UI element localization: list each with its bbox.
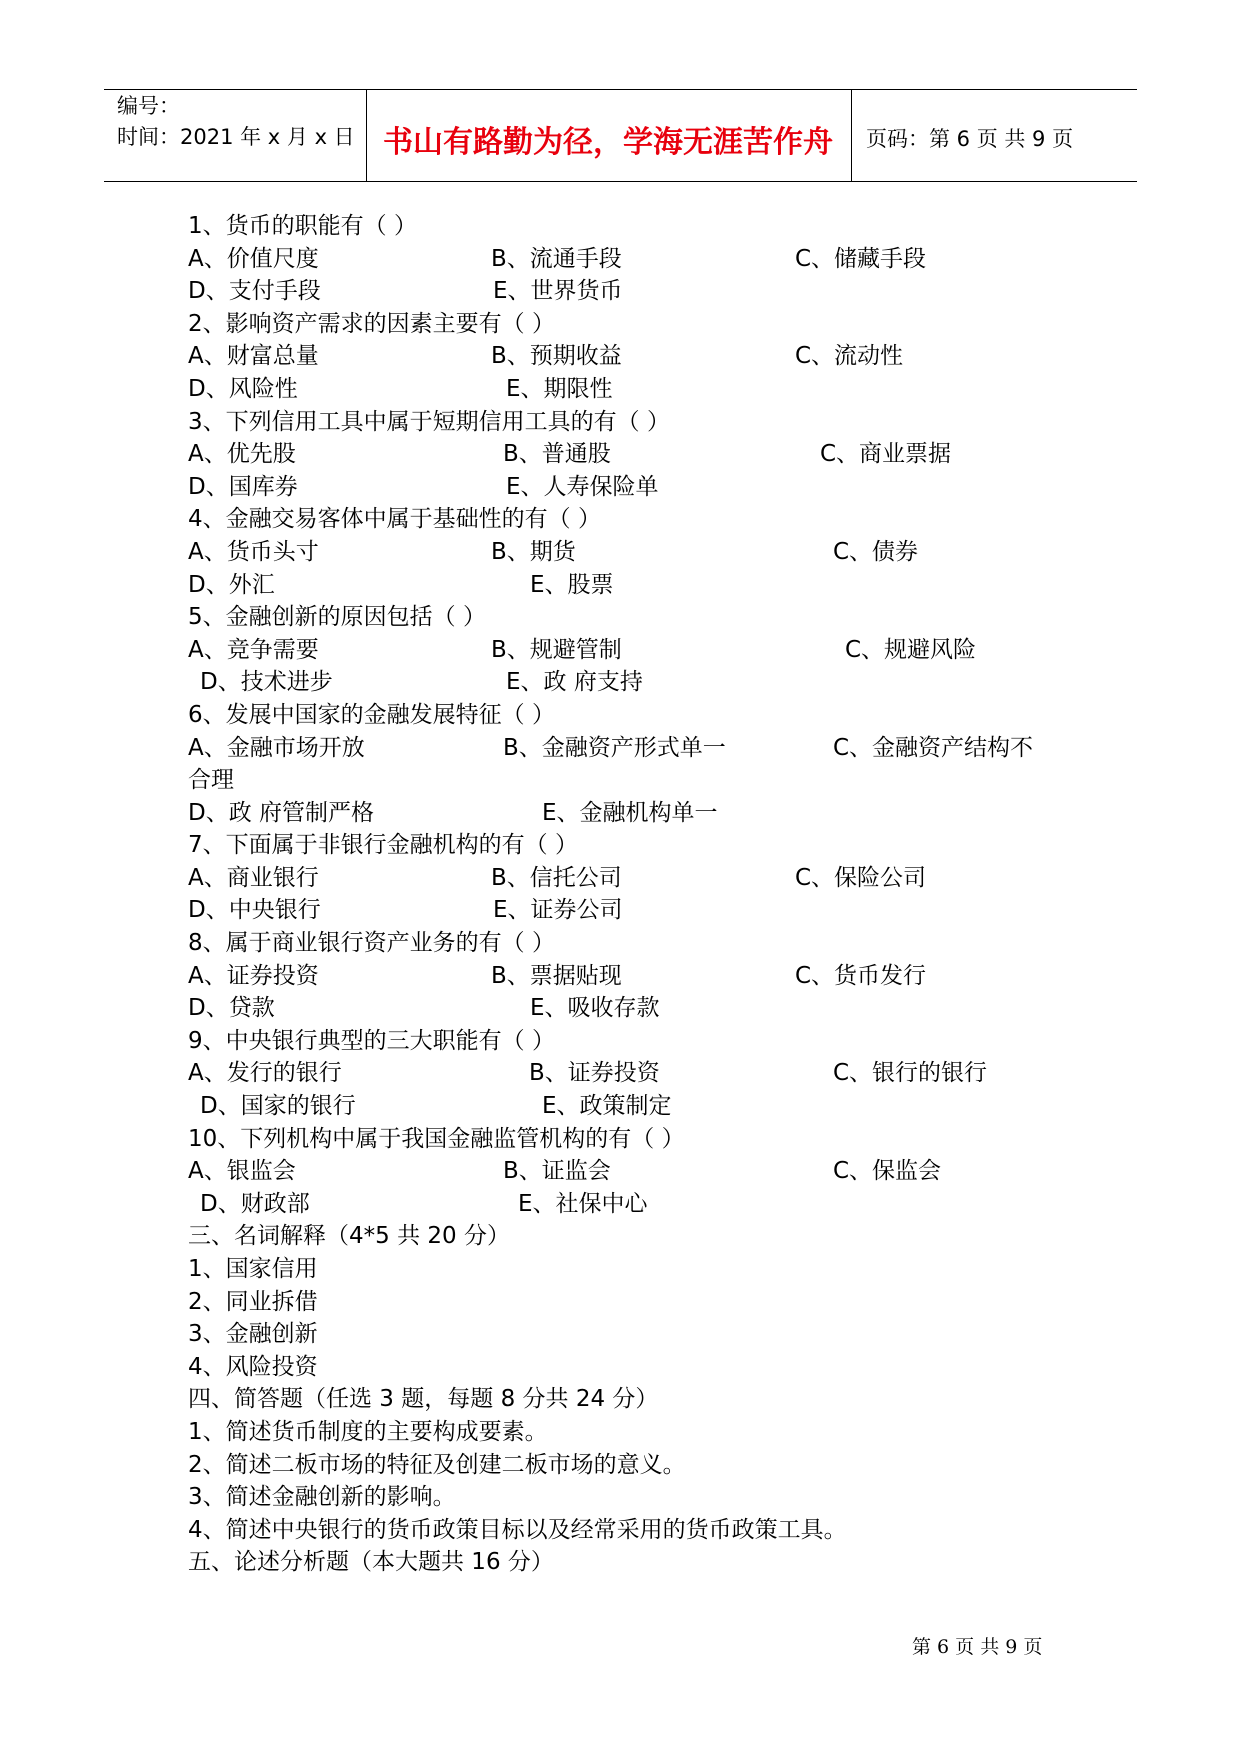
answer-option: A、财富总量 [188,343,319,370]
answer-option: E、社保中心 [518,1190,648,1217]
text-line: 1、简述货币制度的主要构成要素。 [188,1418,548,1445]
answer-option: A、发行的银行 [188,1060,342,1087]
text-line: 6、发展中国家的金融发展特征（ ） [188,701,555,728]
options-row [188,1155,1088,1188]
answer-option: B、信托公司 [491,864,622,891]
text-line: 4、金融交易客体中属于基础性的有（ ） [188,506,601,533]
answer-option: A、银监会 [188,1158,296,1185]
answer-option: B、预期收益 [491,343,622,370]
options-row [188,1188,1088,1221]
answer-option: C、银行的银行 [833,1060,988,1087]
options-row [188,275,1088,308]
answer-option: B、普通股 [503,441,611,468]
answer-option: D、外汇 [188,571,275,598]
options-row [188,894,1088,927]
answer-option: C、商业票据 [820,441,952,468]
header-top-rule [104,89,1137,90]
header-divider-right [851,89,852,181]
answer-option: E、政策制定 [542,1093,672,1120]
text-line: 四、简答题（任选 3 题，每题 8 分共 24 分） [188,1386,659,1413]
options-row [188,340,1088,373]
answer-option: E、政 府支持 [506,669,643,696]
answer-option: D、风险性 [188,375,298,402]
answer-option: B、票据贴现 [491,962,622,989]
options-row [188,1090,1088,1123]
text-line: 9、中央银行典型的三大职能有（ ） [188,1027,555,1054]
options-row [188,569,1088,602]
footer-page-info: 第 6 页 共 9 页 [912,1636,1043,1658]
answer-option: A、金融市场开放 [188,734,365,761]
answer-option: A、货币头寸 [188,538,319,565]
answer-option: E、世界货币 [493,278,623,305]
options-row [188,243,1088,276]
header-left-block [117,91,355,153]
text-line: 1、货币的职能有（ ） [188,213,417,239]
answer-option: E、证券公司 [493,897,623,924]
options-row [188,732,1088,765]
answer-option: B、流通手段 [491,245,622,272]
answer-option: B、证券投资 [529,1060,660,1087]
answer-option: B、金融资产形式单一 [503,734,726,761]
answer-option: E、吸收存款 [530,995,660,1022]
header-bottom-rule [104,181,1137,182]
text-line: 2、同业拆借 [188,1288,318,1315]
answer-option: C、规避风险 [845,636,977,663]
answer-option: C、储藏手段 [795,245,927,272]
text-line: 10、下列机构中属于我国金融监管机构的有（ ） [188,1125,685,1152]
options-row [188,634,1088,667]
answer-option: E、人寿保险单 [506,473,659,500]
document-number-label: 编号： [117,94,180,118]
text-line: 2、影响资产需求的因素主要有（ ） [188,310,555,337]
text-line: 4、风险投资 [188,1353,318,1380]
exam-body [188,210,1088,1579]
text-line: 7、下面属于非银行金融机构的有（ ） [188,832,578,859]
options-row [188,797,1088,830]
text-line: 合理 [188,767,234,794]
answer-option: E、期限性 [506,375,613,402]
answer-option: E、股票 [530,571,614,598]
options-row [188,666,1088,699]
answer-option: C、货币发行 [795,962,927,989]
answer-option: D、国库券 [188,473,298,500]
answer-option: A、价值尺度 [188,245,319,272]
text-line: 3、金融创新 [188,1321,318,1348]
answer-option: B、证监会 [503,1158,611,1185]
answer-option: B、规避管制 [491,636,622,663]
options-row [188,992,1088,1025]
answer-option: C、保监会 [833,1158,942,1185]
answer-option: D、国家的银行 [200,1093,356,1120]
answer-option: A、证券投资 [188,962,319,989]
text-line: 3、下列信用工具中属于短期信用工具的有（ ） [188,408,670,435]
answer-option: C、金融资产结构不 [833,734,1034,761]
text-line: 1、国家信用 [188,1256,318,1282]
answer-option: A、优先股 [188,441,296,468]
options-row [188,373,1088,406]
options-row [188,471,1088,504]
answer-option: E、金融机构单一 [542,799,718,826]
text-line: 三、名词解释（4*5 共 20 分） [188,1223,510,1250]
options-row [188,536,1088,569]
document-time-label: 时间：2021 年 x 月 x 日 [117,125,355,149]
options-row [188,1057,1088,1090]
answer-option: D、政 府管制严格 [188,799,375,826]
options-row [188,862,1088,895]
text-line: 5、金融创新的原因包括（ ） [188,604,486,631]
header-motto: 书山有路勤为径，学海无涯苦作舟 [383,125,833,160]
answer-option: D、技术进步 [200,669,333,696]
answer-option: D、中央银行 [188,897,321,924]
text-line: 2、简述二板市场的特征及创建二板市场的意义。 [188,1451,686,1478]
text-line: 3、简述金融创新的影响。 [188,1484,456,1511]
answer-option: C、债券 [833,538,919,565]
answer-option: A、商业银行 [188,864,319,891]
header-page-info: 页码：第 6 页 共 9 页 [866,127,1074,151]
answer-option: C、流动性 [795,343,904,370]
options-row [188,438,1088,471]
answer-option: A、竞争需要 [188,636,319,663]
answer-option: D、支付手段 [188,278,321,305]
answer-option: C、保险公司 [795,864,927,891]
answer-option: D、财政部 [200,1190,310,1217]
text-line: 8、属于商业银行资产业务的有（ ） [188,930,555,957]
text-line: 五、论述分析题（本大题共 16 分） [188,1549,554,1576]
answer-option: B、期货 [491,538,576,565]
answer-option: D、贷款 [188,995,275,1022]
text-line: 4、简述中央银行的货币政策目标以及经常采用的货币政策工具。 [188,1516,847,1543]
options-row [188,960,1088,993]
